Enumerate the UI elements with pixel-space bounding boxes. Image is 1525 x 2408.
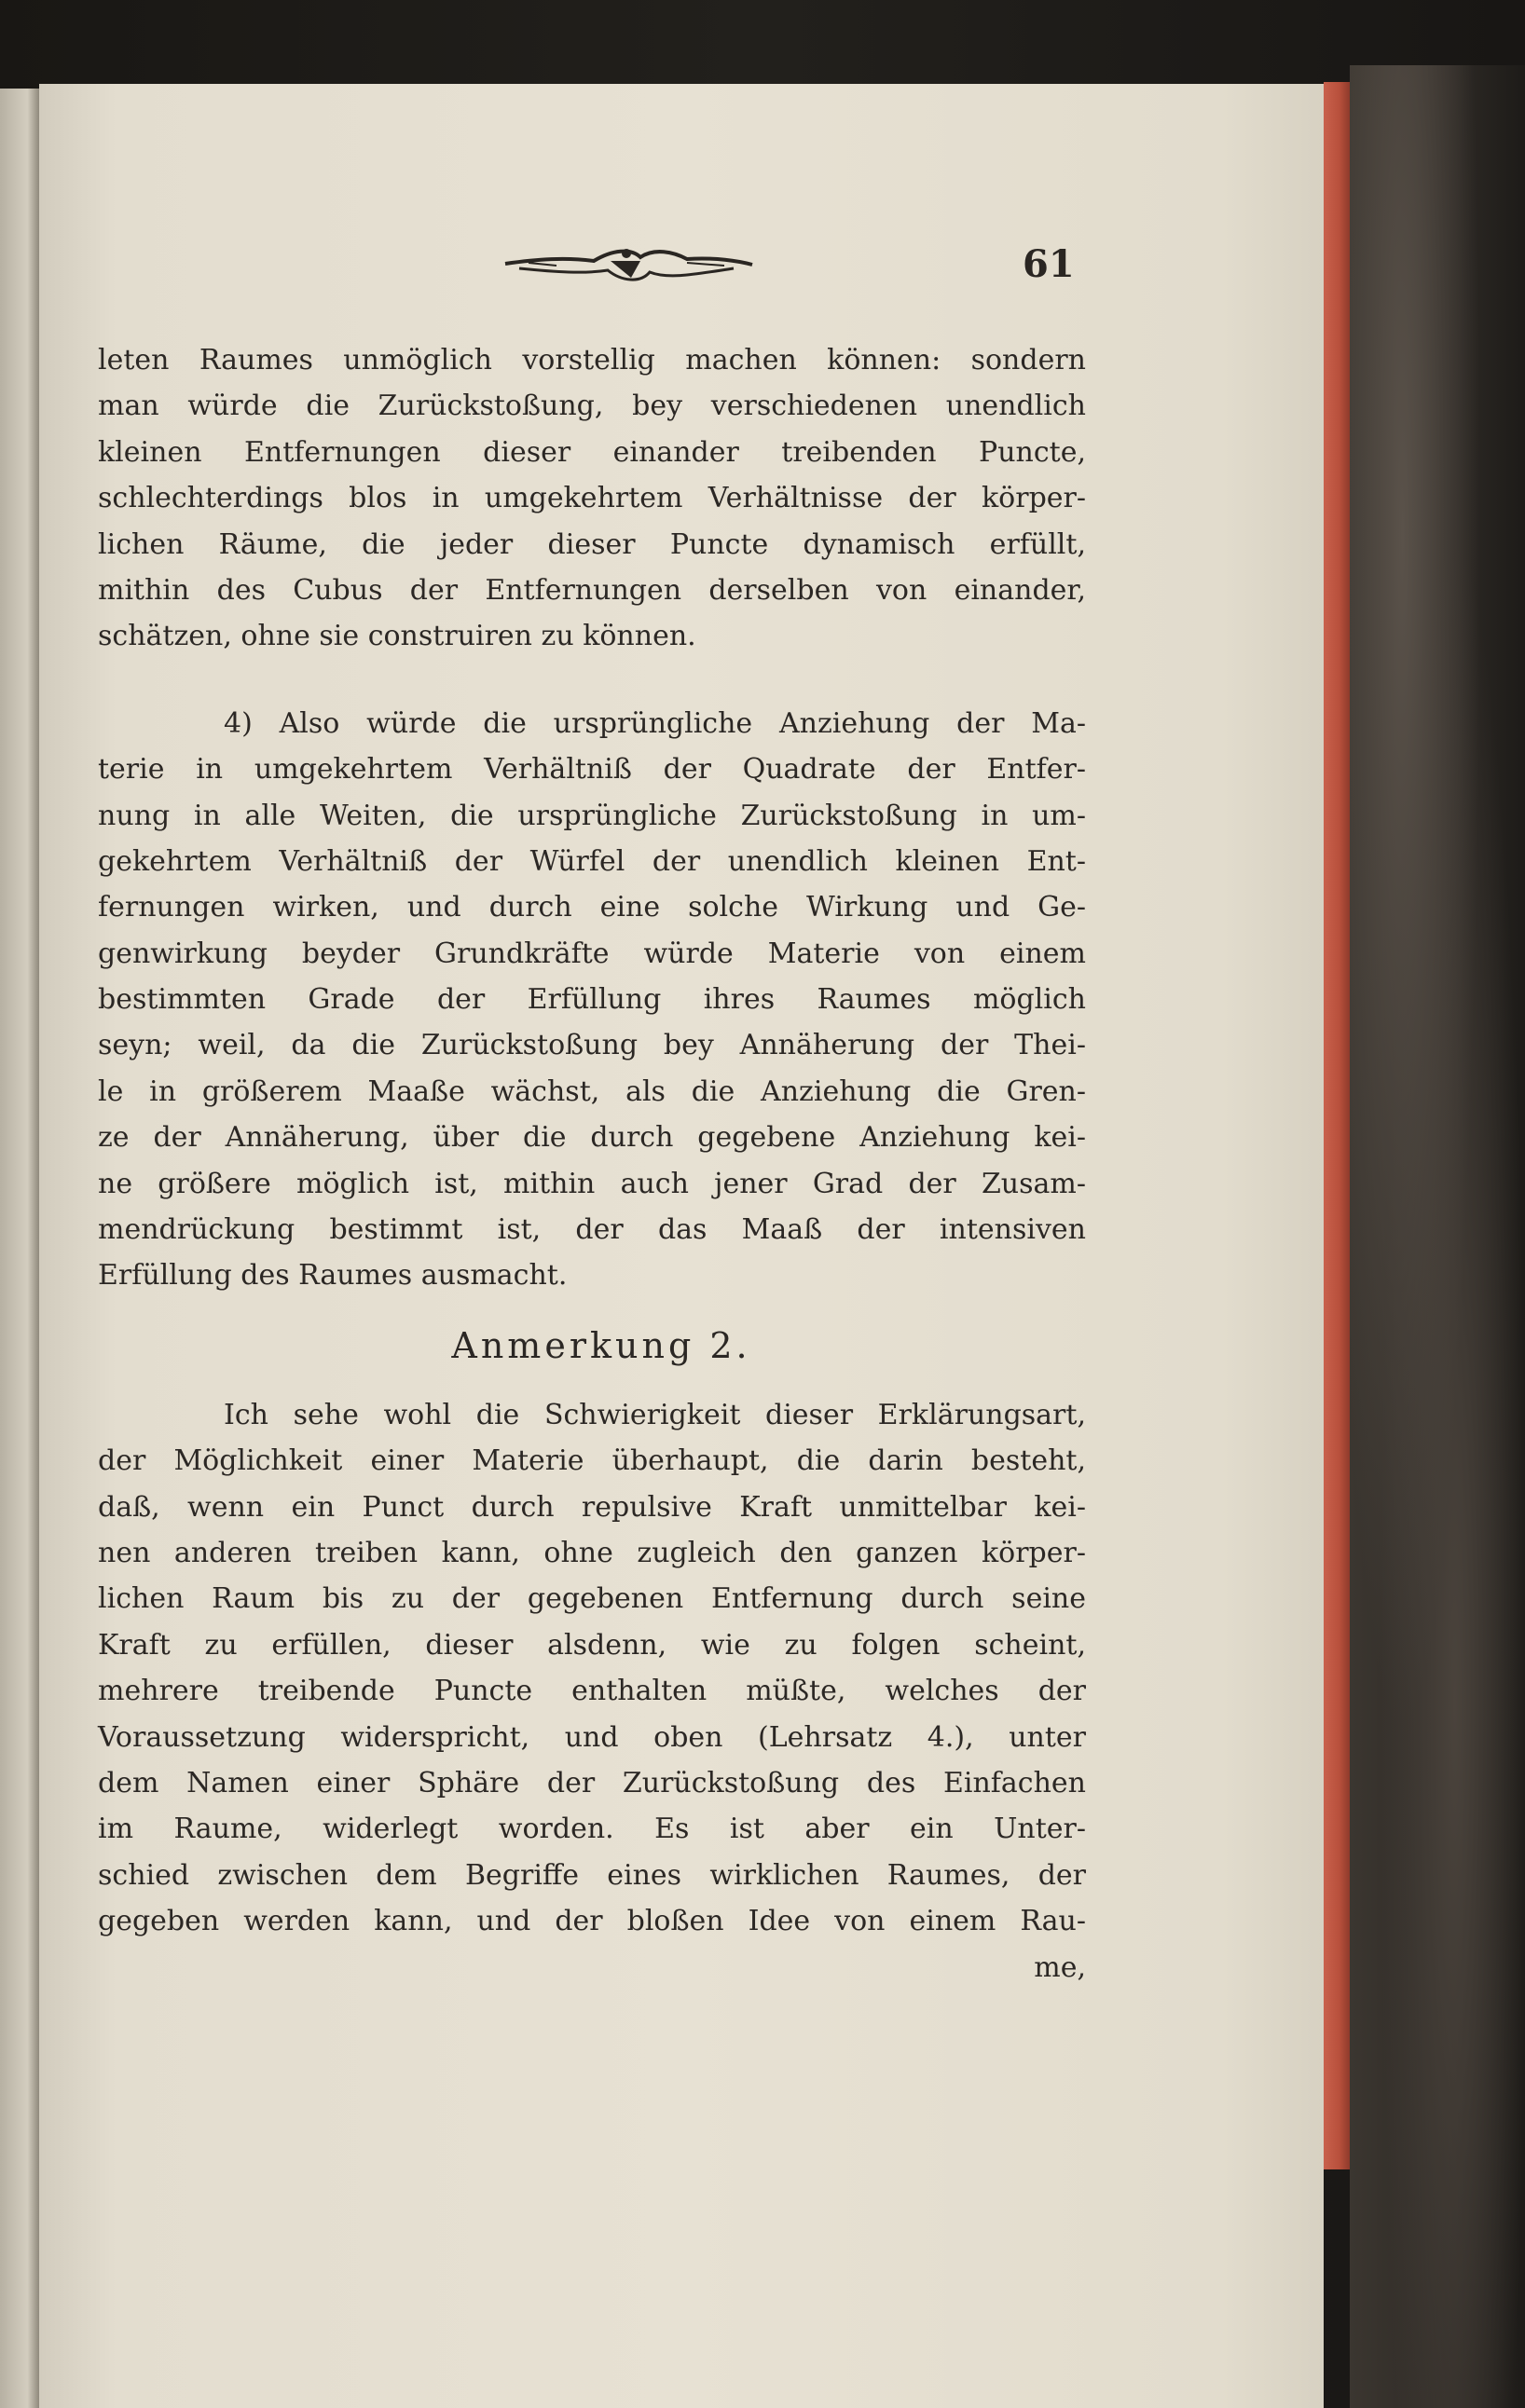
- text-line: nung in alle Weiten, die ursprüngliche Zurückstoßung in um-: [98, 799, 1086, 832]
- text-line: bestimmten Grade der Erfüllung ihres Raumes möglich: [98, 983, 1086, 1017]
- left-page-edge: [0, 89, 39, 2408]
- text-line: kleinen Entfernungen dieser einander treibenden Puncte,: [98, 435, 1086, 469]
- text-line: mendrückung bestimmt ist, der das Maaß der intensiven: [98, 1213, 1086, 1247]
- text-line: genwirkung beyder Grundkräfte würde Materie von einem: [98, 937, 1086, 970]
- text-line: Erfüllung des Raumes ausmacht.: [98, 1259, 568, 1293]
- paragraph-1: [98, 337, 1086, 660]
- page-number: 61: [1023, 242, 1075, 286]
- text-line: le in größerem Maaße wächst, als die Anziehung die Gren-: [98, 1074, 1086, 1108]
- text-line: ne größere möglich ist, mithin auch jener Grad der Zusam-: [98, 1167, 1086, 1200]
- paragraph-2: [98, 701, 1086, 1299]
- text-line: terie in umgekehrtem Verhältniß der Quadrate der Entfer-: [98, 753, 1086, 787]
- text-line: im Raume, widerlegt worden. Es ist aber ein Unter-: [98, 1813, 1086, 1846]
- text-line: fernungen wirken, und durch eine solche Wirkung und Ge-: [98, 891, 1086, 924]
- text-line: 4) Also würde die ursprüngliche Anziehung der Ma-: [224, 706, 1086, 740]
- text-line: daß, wenn ein Punct durch repulsive Kraft unmittelbar kei-: [98, 1490, 1086, 1524]
- text-line: lichen Räume, die jeder dieser Puncte dynamisch erfüllt,: [98, 527, 1086, 561]
- page-text: [98, 337, 1086, 1991]
- section-heading: Anmerkung 2.: [451, 1324, 751, 1366]
- text-line: lichen Raum bis zu der gegebenen Entfernung durch seine: [98, 1582, 1086, 1616]
- text-line: Voraussetzung widerspricht, und oben (Lehrsatz 4.), unter: [98, 1720, 1086, 1754]
- book-cover-board: [1350, 65, 1525, 2408]
- paragraph-3: [98, 1392, 1086, 1991]
- page-header: [39, 233, 1324, 308]
- text-line: nen anderen treiben kann, ohne zugleich den ganzen körper-: [98, 1536, 1086, 1569]
- text-line: leten Raumes unmöglich vorstellig machen können: sondern: [98, 344, 1086, 376]
- text-line: seyn; weil, da die Zurückstoßung bey Annäherung der Thei-: [98, 1029, 1086, 1062]
- text-line: der Möglichkeit einer Materie überhaupt, die darin besteht,: [98, 1444, 1086, 1478]
- text-line: schlechterdings blos in umgekehrtem Verhältnisse der körper-: [98, 482, 1086, 515]
- text-line: man würde die Zurückstoßung, bey verschiedenen unendlich: [98, 390, 1086, 423]
- text-line: Ich sehe wohl die Schwierigkeit dieser Erklärungsart,: [224, 1398, 1086, 1431]
- catchword: me,: [1034, 1950, 1086, 1984]
- text-line: mehrere treibende Puncte enthalten müßte, welches der: [98, 1675, 1086, 1708]
- text-line: Kraft zu erfüllen, dieser alsdenn, wie zu folgen scheint,: [98, 1628, 1086, 1662]
- text-line: gekehrtem Verhältniß der Würfel der unendlich kleinen Ent-: [98, 844, 1086, 878]
- text-line: schied zwischen dem Begriffe eines wirklichen Raumes, der: [98, 1858, 1086, 1892]
- text-line: schätzen, ohne sie construiren zu können.: [98, 620, 696, 653]
- text-line: gegeben werden kann, und der bloßen Idee von einem Rau-: [98, 1905, 1086, 1938]
- printer-ornament-icon: [501, 240, 757, 287]
- red-page-edge: [1324, 82, 1350, 2169]
- text-line: dem Namen einer Sphäre der Zurückstoßung des Einfachen: [98, 1766, 1086, 1799]
- text-line: mithin des Cubus der Entfernungen derselben von einander,: [98, 573, 1086, 607]
- text-line: ze der Annäherung, über die durch gegebene Anziehung kei-: [98, 1121, 1086, 1155]
